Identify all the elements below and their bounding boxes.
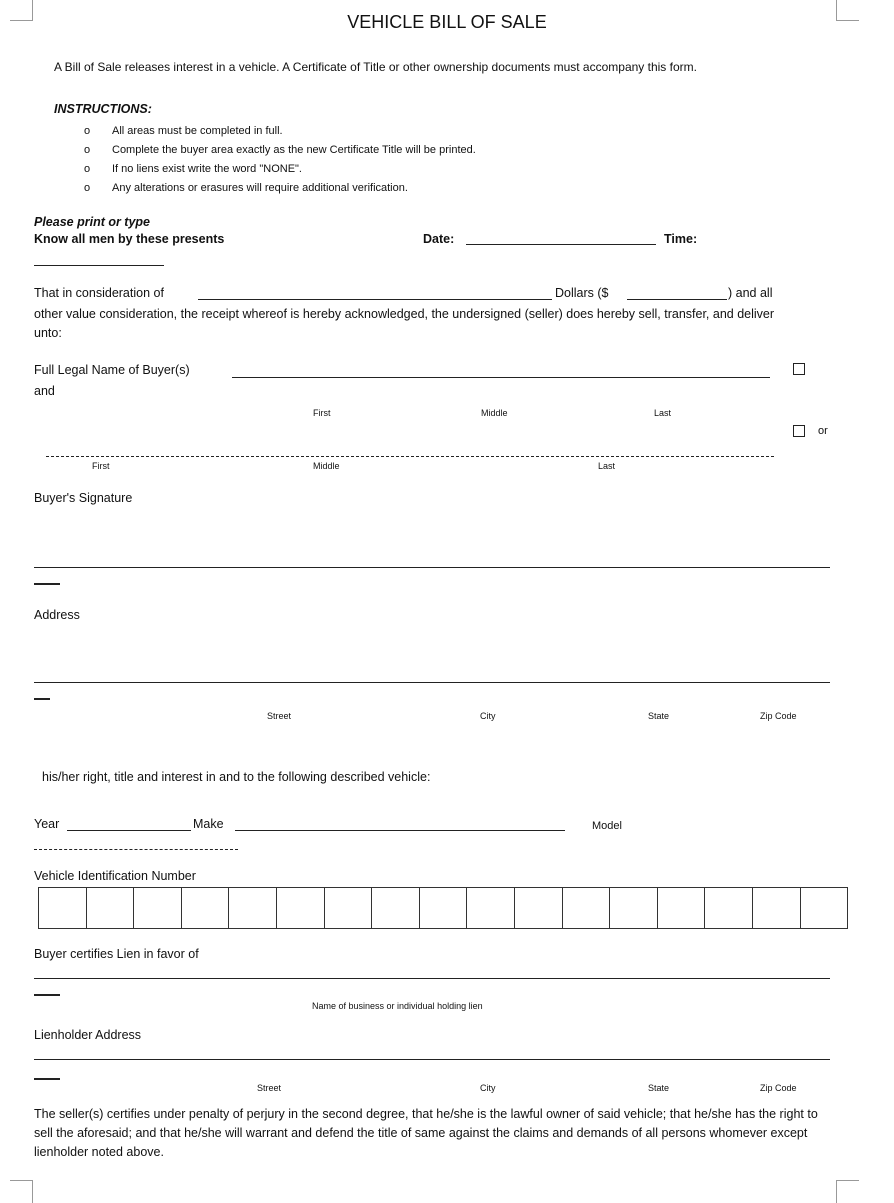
vin-cell[interactable] [39,888,87,928]
or-label: or [818,425,828,437]
line-marker [34,698,50,700]
consideration-continued: other value consideration, the receipt whereof is hereby acknowledged, the undersigned (seller) does hereby sell, transfer, and deliver unto: [34,307,775,340]
buyer-or-checkbox[interactable] [793,425,805,437]
address-caption-zip: Zip Code [760,711,797,721]
buyer-and-checkbox[interactable] [793,363,805,375]
date-label: Date: [423,232,455,246]
instruction-bullet: o [84,182,91,194]
vin-cell[interactable] [563,888,611,928]
instruction-item: Any alterations or erasures will require additional verification. [112,182,408,194]
instruction-item: If no liens exist write the word "NONE". [112,163,302,175]
buyer-signature-label: Buyer's Signature [34,491,133,505]
make-label: Make [193,817,224,831]
know-all-men-text: Know all men by these presents [34,232,225,246]
consideration-amount-words-field[interactable] [198,299,552,300]
vin-cell[interactable] [372,888,420,928]
line-marker [34,994,60,996]
consideration-suffix: ) and all [728,286,773,300]
vin-label: Vehicle Identification Number [34,869,196,883]
vin-cell[interactable] [277,888,325,928]
lien-address-caption-city: City [480,1083,496,1093]
dollars-amount-field[interactable] [627,299,727,300]
time-label: Time: [664,232,698,246]
name-caption-last: Last [654,408,672,418]
vin-cell[interactable] [753,888,801,928]
lien-label: Buyer certifies Lien in favor of [34,947,199,961]
vin-cell[interactable] [325,888,373,928]
please-print-note: Please print or type [34,215,151,229]
vin-cell[interactable] [87,888,135,928]
address-caption-city: City [480,711,496,721]
line-marker [34,1078,60,1080]
certification-text: The seller(s) certifies under penalty of perjury in the second degree, that he/she is the lawful owner of said vehicle; that he/she has the right to sell the aforesaid; and that he/she will warrant and defend the title of same against the claims and demands of all persons whomever except lienholder noted above. [34,1107,818,1159]
vin-cell[interactable] [515,888,563,928]
second-buyer-name-field[interactable] [46,456,774,457]
name-caption-last: Last [598,461,616,471]
instruction-bullet: o [84,144,91,156]
make-field[interactable] [235,830,565,831]
buyer-signature-field[interactable] [34,567,830,568]
vin-cell[interactable] [182,888,230,928]
model-field[interactable] [34,849,238,850]
consideration-prefix: That in consideration of [34,286,164,300]
name-caption-middle: Middle [313,461,340,471]
lien-address-caption-street: Street [257,1083,282,1093]
name-caption-first: First [92,461,110,471]
name-caption-first: First [313,408,331,418]
year-label: Year [34,817,60,831]
year-field[interactable] [67,830,191,831]
instruction-bullet: o [84,163,91,175]
buyer-name-label: Full Legal Name of Buyer(s) [34,363,190,377]
rights-text: his/her right, title and interest in and to the following described vehicle: [42,770,431,784]
instruction-item: All areas must be completed in full. [112,125,283,137]
name-caption-middle: Middle [481,408,508,418]
lien-address-caption-state: State [648,1083,670,1093]
vin-cell[interactable] [420,888,468,928]
instruction-bullet: o [84,125,91,137]
intro-text: A Bill of Sale releases interest in a vehicle. A Certificate of Title or other ownership documents must accompany this form. [54,60,697,74]
page-title: VEHICLE BILL OF SALE [347,12,547,32]
lien-holder-field[interactable] [34,978,830,979]
vin-cell[interactable] [610,888,658,928]
address-field[interactable] [34,682,830,683]
lienholder-address-field[interactable] [34,1059,830,1060]
vin-cell[interactable] [229,888,277,928]
lienholder-address-label: Lienholder Address [34,1028,142,1042]
lien-address-caption-zip: Zip Code [760,1083,797,1093]
time-field[interactable] [34,265,164,266]
buyer-name-field[interactable] [232,377,770,378]
instructions-heading: INSTRUCTIONS: [54,102,152,116]
line-marker [34,583,60,585]
vin-cell[interactable] [134,888,182,928]
address-caption-street: Street [267,711,292,721]
vin-cell[interactable] [467,888,515,928]
address-caption-state: State [648,711,670,721]
date-field[interactable] [466,244,656,245]
instruction-item: Complete the buyer area exactly as the new Certificate Title will be printed. [112,144,476,156]
vin-cell[interactable] [658,888,706,928]
vin-grid[interactable] [38,887,848,929]
vin-cell[interactable] [705,888,753,928]
dollars-label: Dollars ($ [555,286,609,300]
and-label: and [34,384,55,398]
address-label: Address [34,608,80,622]
vin-cell[interactable] [801,888,848,928]
model-label: Model [592,820,622,832]
lien-caption: Name of business or individual holding lien [312,1001,483,1011]
